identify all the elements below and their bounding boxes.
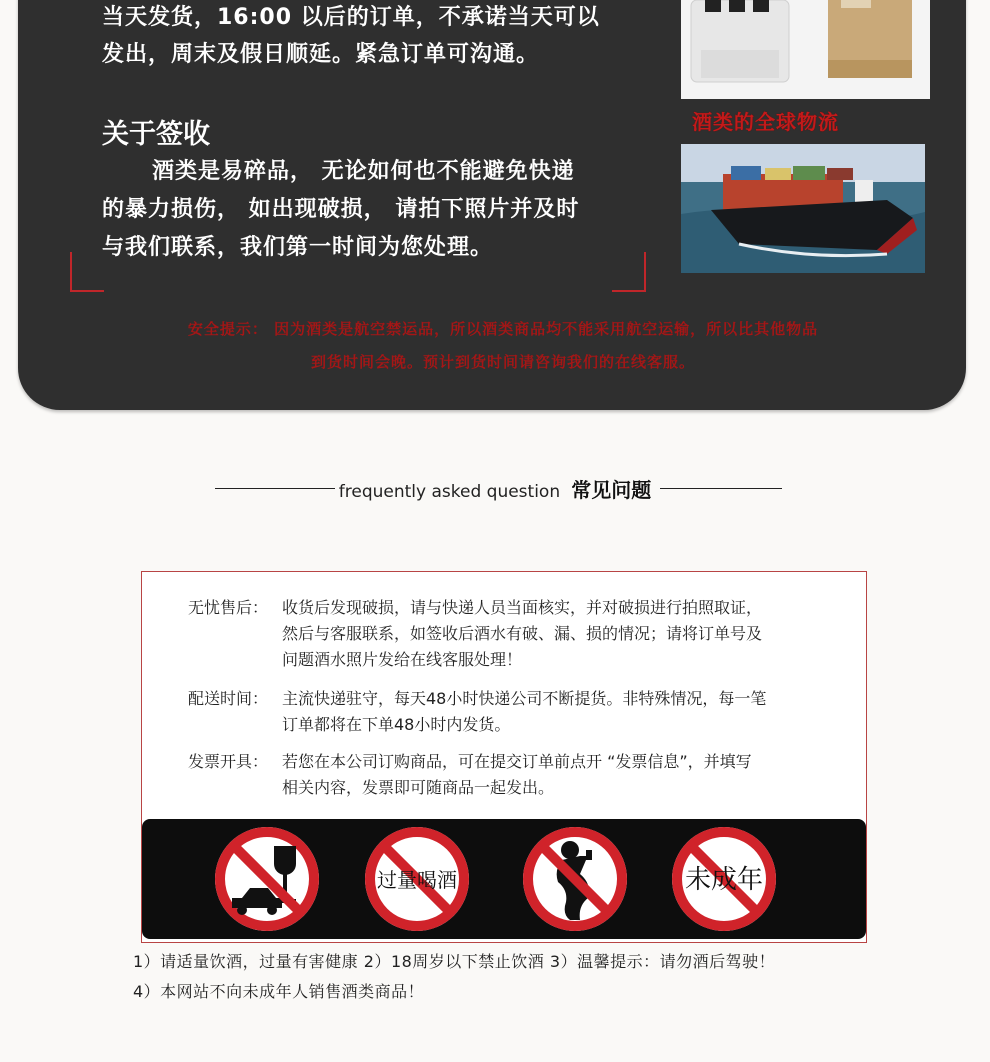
frame-corner-right [612,252,646,292]
faq-answer-line: 订单都将在下单48小时内发货。 [282,715,511,734]
footer-notice-line-2: 4）本网站不向未成年人销售酒类商品！ [133,982,425,1001]
faq-answer [282,595,842,673]
no-drink-driving-icon [212,824,322,934]
frame-corner-left [70,252,104,292]
footer-notice-line-1: 1）请适量饮酒，过量有害健康 2）18周岁以下禁止饮酒 3）温馨提示：请勿酒后驾驶！ [133,952,776,971]
faq-title-english: frequently asked question [338,482,561,502]
faq-label: 配送时间： [187,689,268,708]
faq-answer [282,749,842,801]
safety-notice-line-2: 到货时间会晚。预计到货时间请咨询我们的在线客服。 [310,353,695,371]
cargo-ship-photo [681,144,925,273]
receipt-text-line-3: 与我们联系，我们第一时间为您处理。 [102,235,494,260]
safety-notice-line-1: 安全提示： 因为酒类是航空禁运品，所以酒类商品均不能采用航空运输，所以比其他物品 [187,320,819,338]
receipt-text-line-1: 酒类是易碎品， 无论如何也不能避免快递 [152,159,575,184]
faq-answer-line: 收货后发现破损，请与快递人员当面核实，并对破损进行拍照取证， [282,598,763,617]
faq-label: 发票开具： [187,752,268,771]
shipping-text-line-1: 当天发货，16:00 以后的订单，不承诺当天可以 [102,5,600,30]
no-drinking-pregnant-icon [520,824,630,934]
prohibition-signs-strip [142,819,866,939]
faq-answer-line: 然后与客服联系，如签收后酒水有破、漏、损的情况；请将订单号及 [282,624,763,643]
faq-answer-line: 主流快递驻守，每天48小时快递公司不断提货。非特殊情况，每一笔 [282,689,767,708]
packaging-photo [681,0,930,99]
receipt-text-line-2: 的暴力损伤， 如出现破损， 请拍下照片并及时 [102,197,580,222]
faq-answer-line: 问题酒水照片发给在线客服处理！ [282,650,523,669]
receipt-heading: 关于签收 [102,119,210,150]
sign-excessive-drinking-label: 过量喝酒 [377,868,457,892]
sign-minor-label: 未成年 [684,865,763,895]
faq-answer-line: 相关内容，发票即可随商品一起发出。 [282,778,555,797]
faq-label: 无忧售后： [187,598,268,617]
faq-title-chinese: 常见问题 [571,478,652,502]
shipping-text-line-2: 发出，周末及假日顺延。紧急订单可沟通。 [102,42,540,67]
faq-title [0,474,990,503]
faq-answer [282,686,842,738]
logistics-caption: 酒类的全球物流 [692,110,839,134]
faq-answer-line: 若您在本公司订购商品，可在提交订单前点开 “发票信息”，并填写 [282,752,752,771]
